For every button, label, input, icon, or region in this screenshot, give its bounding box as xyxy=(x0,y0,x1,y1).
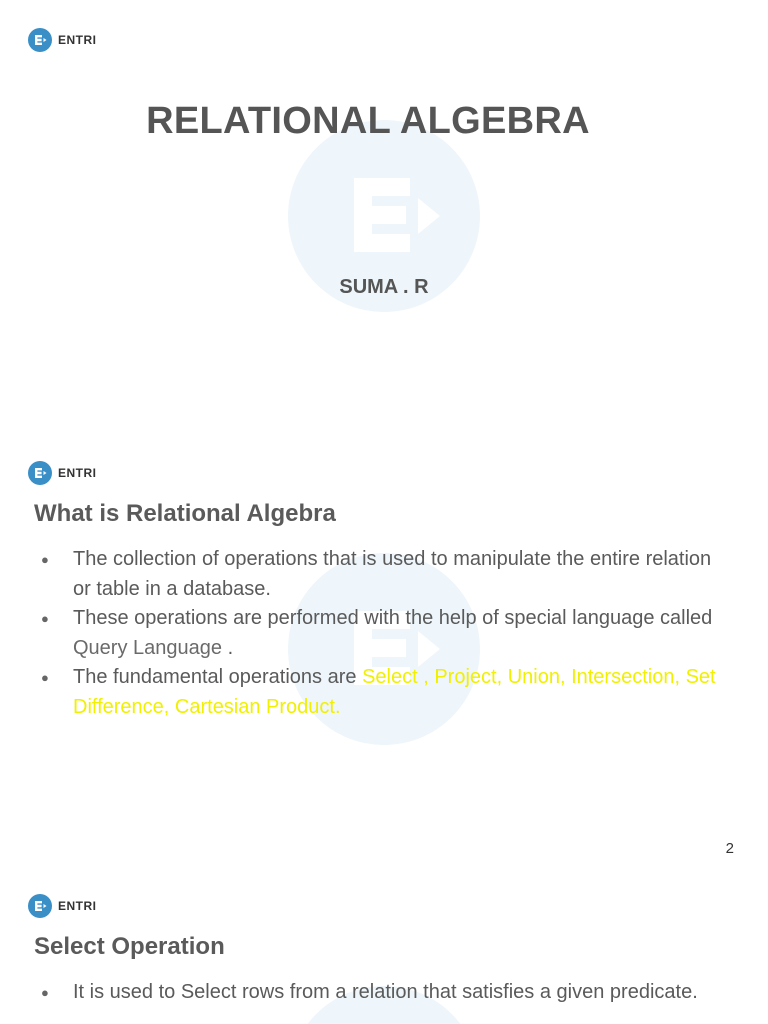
bullet-text: The collection of operations that is used to manipulate the entire relation or table in a database. xyxy=(73,548,712,600)
slide-title-text: RELATIONAL ALGEBRA xyxy=(146,100,590,142)
entri-logo-icon xyxy=(28,894,52,918)
page-number: 2 xyxy=(725,840,734,857)
entri-logo-text: ENTRI xyxy=(58,466,97,480)
bullet-text: It is used to Select rows from a relation that satisfies a given predicate. xyxy=(73,981,698,1003)
entri-logo xyxy=(28,894,97,918)
bullet-icon: ● xyxy=(41,985,49,1000)
bullet-icon: ● xyxy=(41,670,49,685)
entri-logo xyxy=(28,461,97,485)
query-language-term: Query Language xyxy=(73,636,223,659)
bullet-icon: ● xyxy=(41,552,49,567)
slide-what-is xyxy=(0,433,768,866)
slide-select-operation xyxy=(0,866,768,1024)
list-item xyxy=(34,545,734,604)
entri-logo-icon xyxy=(28,461,52,485)
bullet-list xyxy=(34,545,734,722)
entri-logo-text: ENTRI xyxy=(58,33,97,47)
slide-title xyxy=(0,0,768,433)
operations-highlight: Select , Project, Union, Intersection, Set Difference, Cartesian Product. xyxy=(73,666,716,718)
list-item xyxy=(34,604,734,663)
bullet-list xyxy=(34,978,734,1008)
bullet-text-suffix: . xyxy=(222,636,234,659)
slide-heading: What is Relational Algebra xyxy=(34,500,336,527)
list-item xyxy=(34,978,734,1008)
slide-heading: Select Operation xyxy=(34,933,225,960)
bullet-text: The fundamental operations are xyxy=(73,666,363,688)
entri-logo-icon xyxy=(28,28,52,52)
author-name: SUMA . R xyxy=(339,276,429,298)
entri-logo xyxy=(28,28,97,52)
bullet-text: These operations are performed with the help of special language called xyxy=(73,607,713,629)
entri-logo-text: ENTRI xyxy=(58,899,97,913)
list-item xyxy=(34,663,734,722)
bullet-icon: ● xyxy=(41,611,49,626)
